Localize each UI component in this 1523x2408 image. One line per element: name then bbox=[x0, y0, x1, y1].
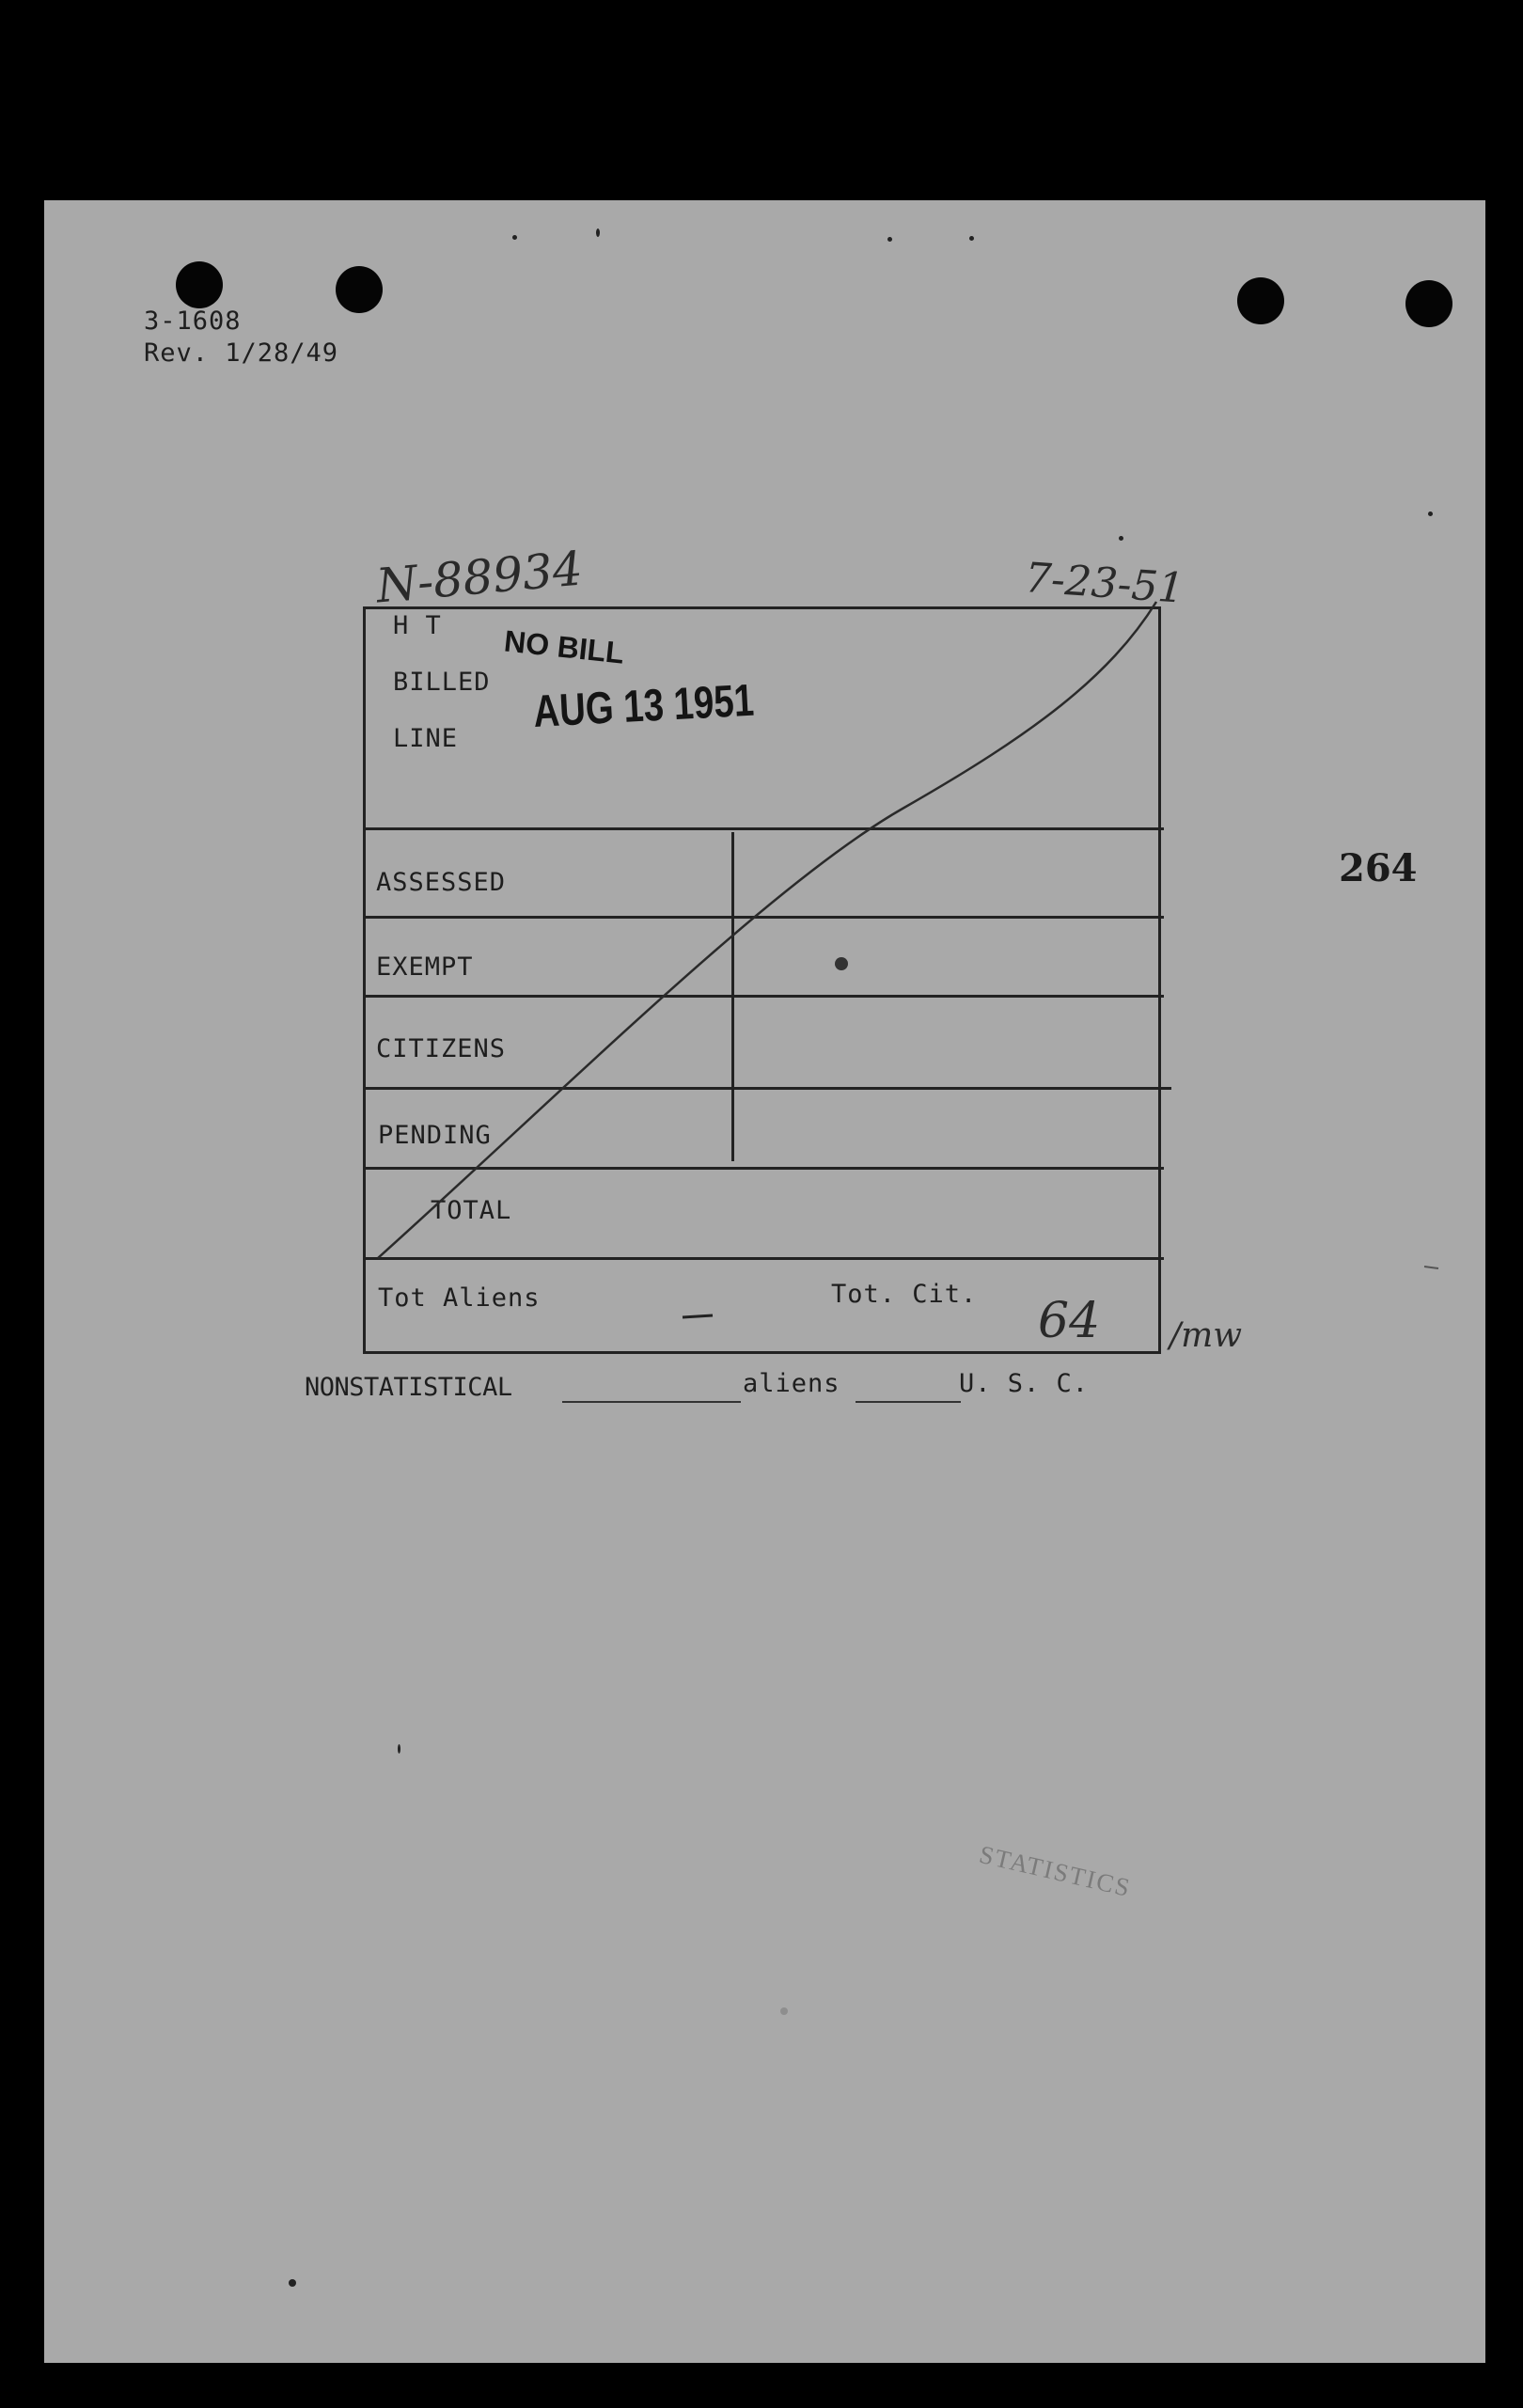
aliens-label: aliens bbox=[743, 1369, 840, 1398]
tick-mark bbox=[1424, 1267, 1438, 1268]
dash-mark bbox=[683, 1315, 713, 1317]
tot-cit-label: Tot. Cit. bbox=[831, 1280, 978, 1309]
file-number-handwritten: N-88934 bbox=[373, 541, 585, 614]
initials-handwritten: /mw bbox=[1170, 1316, 1243, 1355]
row-citizens: CITIZENS bbox=[376, 1034, 507, 1063]
date-handwritten: 7-23-51 bbox=[1023, 554, 1186, 613]
total-label: TOTAL bbox=[431, 1196, 512, 1225]
no-bill-stamp: NO BILL bbox=[502, 623, 626, 670]
date-stamp: AUG 13 1951 bbox=[532, 675, 756, 737]
row-assessed: ASSESSED bbox=[376, 868, 507, 897]
header-line: LINE bbox=[393, 724, 459, 753]
row-pending: PENDING bbox=[378, 1121, 492, 1150]
usc-label: U. S. C. bbox=[959, 1369, 1090, 1398]
tot-cit-value-handwritten: 64 bbox=[1038, 1293, 1101, 1349]
header-ht: H T bbox=[393, 611, 442, 640]
page-number: 264 bbox=[1339, 846, 1418, 890]
form-number: 3-1608 bbox=[144, 307, 242, 336]
header-billed: BILLED bbox=[393, 668, 491, 697]
nonstatistical-label: NONSTATISTICAL bbox=[305, 1373, 512, 1402]
form-revision: Rev. 1/28/49 bbox=[144, 338, 339, 368]
row-exempt: EXEMPT bbox=[376, 952, 474, 982]
statistics-stamp-text: STATISTICS bbox=[976, 1839, 1135, 1903]
tot-aliens-label: Tot Aliens bbox=[378, 1283, 541, 1313]
cancel-diagonal-line bbox=[378, 602, 1156, 1258]
